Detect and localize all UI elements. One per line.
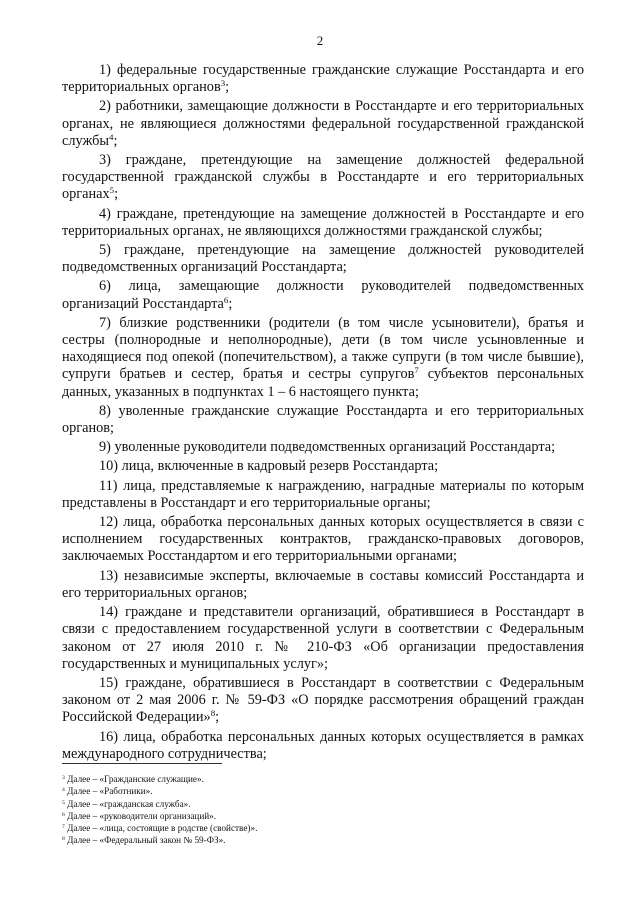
list-item	[62, 315, 584, 401]
list-item	[62, 62, 584, 96]
item-text-after: субъектов персональных данных, указанных в подпунктах 1 – 6 настоящего пункта;	[62, 366, 584, 400]
footnotes	[62, 773, 584, 847]
footnote	[62, 834, 584, 846]
item-text: 16) лица, обработка персональных данных которых осуществляется в рамках международного сотрудничества;	[62, 728, 584, 762]
footnote-number: 4	[62, 787, 65, 794]
footnote-text: Далее – «Федеральный закон № 59-ФЗ».	[64, 835, 226, 846]
footnote-text: Далее – «гражданская служба».	[64, 798, 191, 809]
item-text: 11) лица, представляемые к награждению, наградные материалы по которым представлены в Росстандарт и его территориальные органы;	[62, 477, 584, 511]
item-text: 12) лица, обработка персональных данных которых осуществляется в связи с исполнением государственных контрактов, гражданско-правовых договоров, заключаемых Росстандартом и его территориальными органами;	[62, 514, 584, 565]
footnote-number: 6	[62, 811, 65, 818]
footnote-text: Далее – «Гражданские служащие».	[64, 774, 204, 784]
item-text: 13) независимые эксперты, включаемые в составы комиссий Росстандарта и его территориальных органов;	[62, 567, 584, 601]
item-text: 2) работники, замещающие должности в Росстандарте и его территориальных органах, не являющиеся должностями федеральной государственной гражданской службы	[62, 98, 584, 149]
list-item	[62, 729, 584, 763]
document-body	[62, 62, 584, 765]
footnote	[62, 773, 584, 785]
list-item	[62, 242, 584, 276]
footnote-number: 8	[62, 836, 65, 843]
list-item	[62, 98, 584, 150]
footnote-ref: 6	[223, 294, 229, 305]
list-item	[62, 439, 584, 456]
item-text: 5) граждане, претендующие на замещение должностей руководителей подведомственных организаций Росстандарта;	[62, 242, 584, 276]
list-item	[62, 278, 584, 312]
footnote	[62, 798, 584, 810]
footnote-text: Далее – «лица, состоящие в родстве (свойстве)».	[64, 823, 258, 834]
page-number: 2	[316, 33, 324, 48]
item-text: 8) уволенные гражданские служащие Росстандарта и его территориальных органов;	[62, 402, 584, 437]
footnote	[62, 810, 584, 822]
list-item	[62, 478, 584, 512]
item-text: 7) близкие родственники (родители (в том числе усыновители), братья и сестры (полнородные и неполнородные), дети (в том числе усыновленные и находящиеся под опекой (попечительством), а также супруги (в том числе бывшие), супруги братьев и сестер, братья и сестры супругов	[62, 314, 584, 383]
item-text: 6) лица, замещающие должности руководителей подведомственных организаций Росстандарта	[62, 278, 584, 312]
footnote-ref: 4	[109, 131, 114, 142]
list-item	[62, 604, 584, 673]
list-item	[62, 458, 584, 475]
footnote	[62, 785, 584, 797]
footnote-number: 5	[62, 799, 65, 806]
item-text-after: ;	[228, 295, 233, 312]
list-item	[62, 568, 584, 602]
item-text: 15) граждане, обратившиеся в Росстандарт в соответствии с Федеральным законом от 2 мая 2006 г. № 59-ФЗ «О порядке рассмотрения обращений граждан Российской Федерации»	[62, 674, 584, 726]
footnote-number: 3	[62, 774, 65, 781]
footnote-number: 7	[62, 824, 65, 831]
list-item	[62, 206, 584, 240]
item-text-after: ;	[215, 709, 220, 726]
list-item	[62, 403, 584, 437]
footnote-divider	[62, 763, 222, 764]
item-text: 4) граждане, претендующие на замещение должностей в Росстандарте и его территориальных органах, не являющихся должностями гражданской службы;	[62, 205, 584, 239]
item-text: 1) федеральные государственные гражданские служащие Росстандарта и его территориальных органов	[62, 62, 584, 96]
footnote-ref: 8	[210, 708, 216, 719]
list-item	[62, 152, 584, 204]
footnote-ref: 7	[414, 365, 419, 376]
footnote-ref: 3	[220, 78, 226, 89]
footnote	[62, 822, 584, 834]
item-text: 14) граждане и представители организаций, обратившиеся в Росстандарт в связи с предоставлением государственной услуги в соответствии с Федеральным законом от 27 июля 2010 г. № 210-ФЗ «Об организации предоставления государственных и муниципальных услуг»;	[62, 604, 584, 672]
footnote-text: Далее – «Работники».	[64, 786, 153, 797]
item-text: 3) граждане, претендующие на замещение должностей федеральной государственной гражданской службы в Росстандарте и его территориальных органах	[62, 152, 584, 203]
item-text-after: ;	[114, 186, 119, 203]
list-item	[62, 514, 584, 566]
item-text: 10) лица, включенные в кадровый резерв Росстандарта;	[99, 458, 439, 475]
item-text-after: ;	[113, 132, 118, 149]
item-text: 9) уволенные руководители подведомственных организаций Росстандарта;	[99, 439, 556, 456]
list-item	[62, 675, 584, 727]
item-text-after: ;	[225, 79, 230, 96]
footnote-text: Далее – «руководители организаций».	[64, 810, 217, 821]
footnote-ref: 5	[109, 185, 115, 196]
